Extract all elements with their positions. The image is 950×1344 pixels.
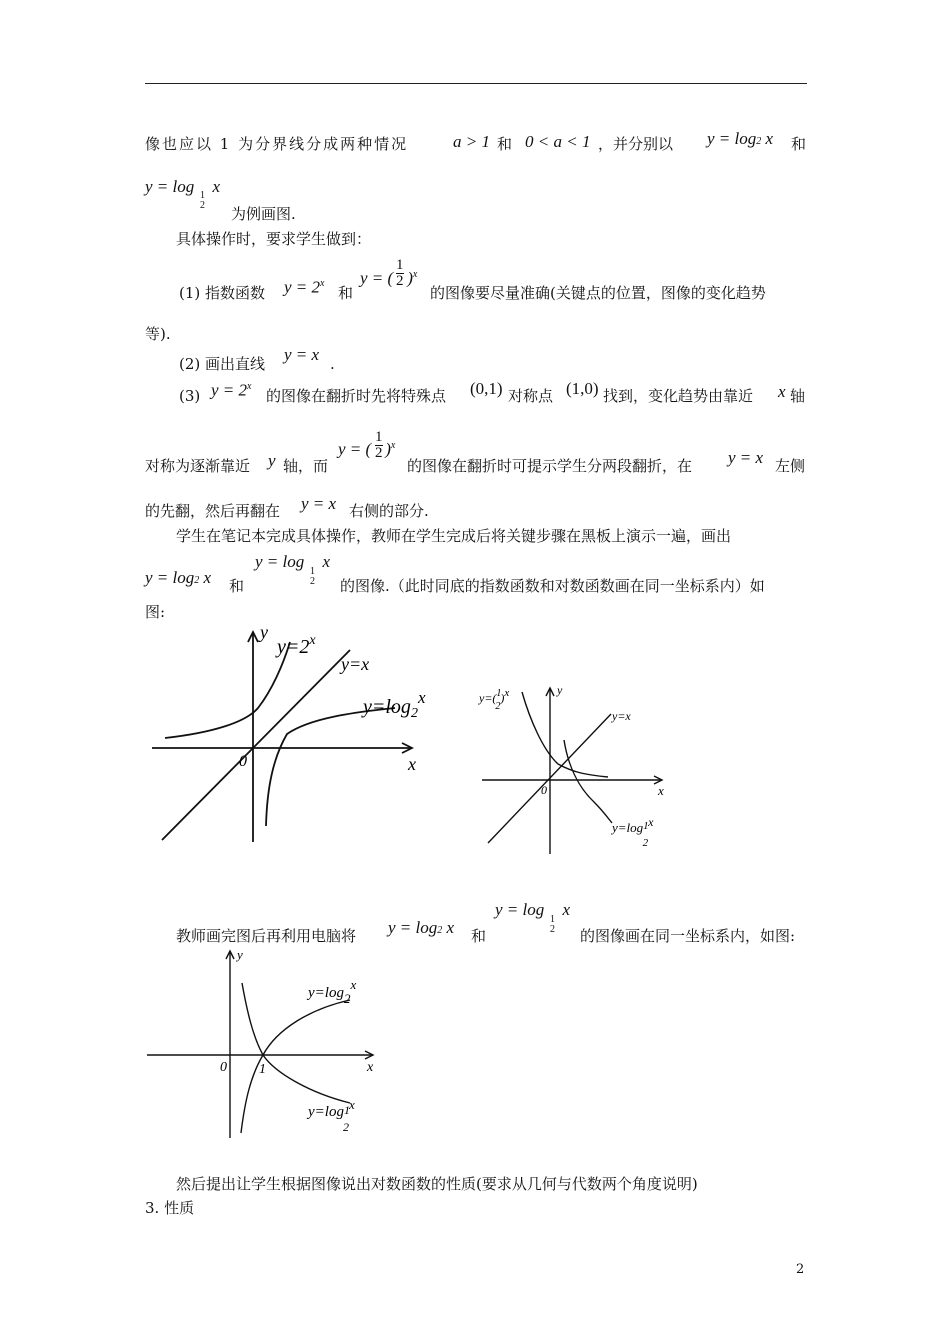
fig3-log2-label: y=log2x [308,977,357,1006]
paragraph-text: 右侧的部分. [349,502,429,520]
paragraph-text: 的图像要尽量准确(关键点的位置，图像的变化趋势 [430,284,766,302]
paragraph-text: 轴 [790,387,806,405]
fig1-y-axis-label: y [260,622,268,642]
math-formula: y = x [301,494,337,513]
list-item-3: (3) [179,387,201,405]
paragraph-text: 对称为逐渐靠近 [145,457,251,475]
paragraph-text: 的图像在翻折时可提示学生分两段翻折，在 [407,457,693,475]
math-formula: $y = 2^x$ [211,380,252,400]
list-item-1: (1) 指数函数 [179,284,266,302]
header-rule [145,83,807,84]
math-point: (1,0) [566,379,599,398]
paragraph-text: 学生在笔记本完成具体操作，教师在学生完成后将关键步骤在黑板上演示一遍，画出 [176,527,732,545]
paragraph-text: 像也应以 1 为分界线分成两种情况 [145,135,409,153]
fig2-line-label: y=x [612,709,631,723]
math-var: x [778,382,786,401]
math-formula: y = ( )$^x$ [360,268,418,288]
fig3-y-axis-label: y [237,947,243,962]
fig2-log-label: $y=\log^1$ 2x [612,815,654,849]
fig1-line-label: y=x [341,654,370,674]
math-formula: y = log2 x [388,918,455,937]
paragraph-text: 左侧 [775,457,806,475]
fig1-origin-label: 0 [239,753,247,770]
math-var: y [268,451,276,470]
paragraph-text: 教师画完图后再利用电脑将 [176,927,357,945]
section-heading: 3. 性质 [145,1199,195,1217]
fig3-origin-label: 0 [220,1060,227,1075]
paragraph-text: 和 [471,927,487,945]
fig2-x-axis-label: x [658,783,664,798]
math-formula: y = x [728,448,764,467]
fraction: $\frac{1}{2}$ [396,257,404,289]
paragraph-text: 的先翻，然后再翻在 [145,502,281,520]
fig1-x-axis-label: x [408,754,416,774]
page-number: 2 [796,1262,805,1277]
fig3-one-label: 1 [259,1062,266,1077]
paragraph-text: 的图像.（此时同底的指数函数和对数函数画在同一坐标系内）如 [340,577,765,595]
figure-exp-log-base-half [478,680,678,860]
math-inequality: 0 < a < 1 [525,132,591,151]
paragraph-text: 和 [229,577,245,595]
paragraph-text: 找到，变化趋势由靠近 [603,387,754,405]
paragraph-text: 的图像画在同一坐标系内，如图: [580,927,796,945]
paragraph-text: 和 [338,284,354,302]
fraction: $\frac{1}{2}$ [375,429,383,461]
fig2-origin-label: 0 [541,783,547,797]
figure-exp-log-base2 [150,620,440,845]
paragraph-text: 具体操作时，要求学生做到： [176,230,372,248]
fig1-exp-label: $y=2^x$ [277,633,316,658]
paragraph-text: 的图像在翻折时先将特殊点 [266,387,447,405]
math-formula: $y = 2^x$ [284,277,325,297]
paragraph-text: 对称点 [508,387,554,405]
math-formula: y = log2 x [145,568,212,587]
fraction-subscript: 1 2 [310,566,315,587]
figure-log2-and-log-half [145,945,395,1145]
math-formula: y = log x [255,552,331,571]
fig2-y-axis-label: y [557,683,563,697]
paragraph-text: ，并分别以 [598,135,674,153]
math-formula: y = log x [145,177,221,196]
paragraph-text: 轴，而 [283,457,329,475]
paragraph-text: 为例画图. [231,205,296,223]
fraction-subscript: 1 2 [550,914,555,935]
paragraph-text: 和 [497,135,513,153]
math-formula: y = log x [495,900,571,919]
fig2-exp-label: y=($^1$ 2)x [479,687,510,712]
fraction-subscript: 1 2 [200,190,205,211]
paragraph-text: 等). [145,325,171,343]
fig1-log-label: $y=\log_2^x$ [363,688,426,721]
math-formula: y = x [284,345,320,364]
math-inequality: a > 1 [453,132,490,151]
paragraph-text: 和 [791,135,807,153]
math-point: (0,1) [470,379,503,398]
math-formula: y = log2 x [707,129,774,148]
math-formula: y = ( )$^x$ [338,439,396,459]
list-item-2: (2) 画出直线 [179,355,266,373]
fig3-loghalf-label: y=log1 2x [308,1097,355,1134]
paragraph-text: 然后提出让学生根据图像说出对数函数的性质(要求从几何与代数两个角度说明) [176,1175,698,1193]
paragraph-text: 图: [145,603,166,621]
fig3-x-axis-label: x [367,1060,374,1075]
paragraph-text: . [330,355,335,373]
